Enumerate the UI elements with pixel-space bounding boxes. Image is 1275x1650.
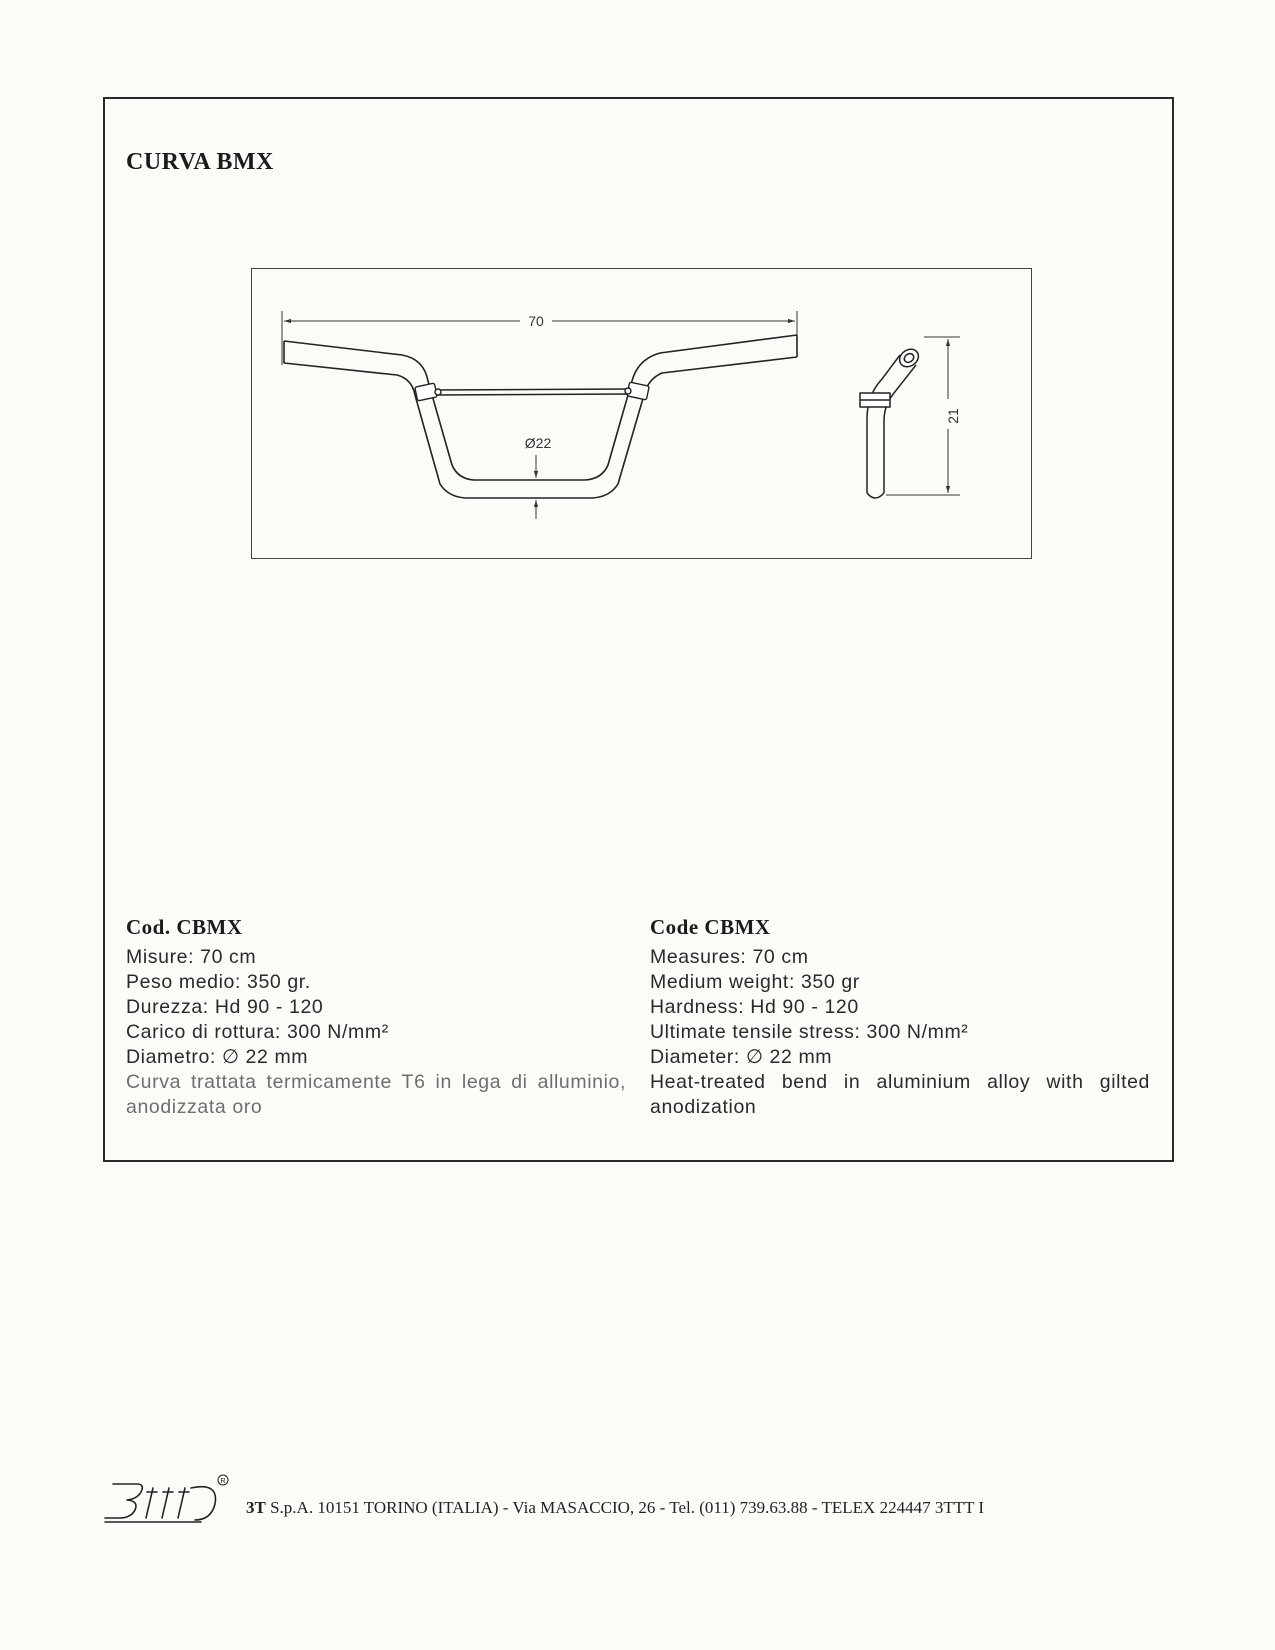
english-spec-diameter: Diameter: ∅ 22 mm [650,1046,833,1068]
english-specs [650,915,1150,1120]
handlebar-front-view [284,335,797,498]
svg-text:R: R [220,1478,226,1485]
italian-spec-hardness: Durezza: Hd 90 - 120 [126,996,324,1018]
technical-drawing [251,268,1032,559]
english-spec-hardness: Hardness: Hd 90 - 120 [650,996,859,1018]
english-code-heading: Code CBMX [650,915,771,939]
footer-address: S.p.A. 10151 TORINO (ITALIA) - Via MASACCIO, 26 - Tel. (011) 739.63.88 - TELEX 224447 3TTT I [270,1498,985,1517]
height-label: 21 [945,408,961,424]
italian-spec-weight: Peso medio: 350 gr. [126,971,311,993]
product-title: CURVA BMX [126,149,274,175]
italian-spec-measures: Misure: 70 cm [126,946,257,968]
italian-spec-diameter: Diametro: ∅ 22 mm [126,1046,309,1068]
italian-description: Curva trattata termicamente T6 in lega di alluminio, anodizzata oro [126,1071,626,1118]
footer [103,1472,1178,1532]
english-spec-tensile: Ultimate tensile stress: 300 N/mm² [650,1021,969,1043]
footer-address-line [246,1498,984,1518]
crossbar [415,382,649,401]
italian-specs [126,915,626,1120]
product-sheet-frame [103,97,1174,1162]
italian-code-heading: Cod. CBMX [126,915,243,939]
english-description: Heat-treated bend in aluminium alloy with gilted anodization [650,1071,1150,1118]
handlebar-drawing-svg [252,269,1033,560]
english-spec-measures: Measures: 70 cm [650,946,809,968]
width-label: 70 [528,313,544,329]
handlebar-side-view [860,346,922,498]
italian-spec-tensile: Carico di rottura: 300 N/mm² [126,1021,389,1043]
3ttt-logo-icon [103,1472,233,1532]
footer-company: 3T [246,1498,266,1517]
diameter-label: Ø22 [524,435,552,451]
english-spec-weight: Medium weight: 350 gr [650,971,860,993]
